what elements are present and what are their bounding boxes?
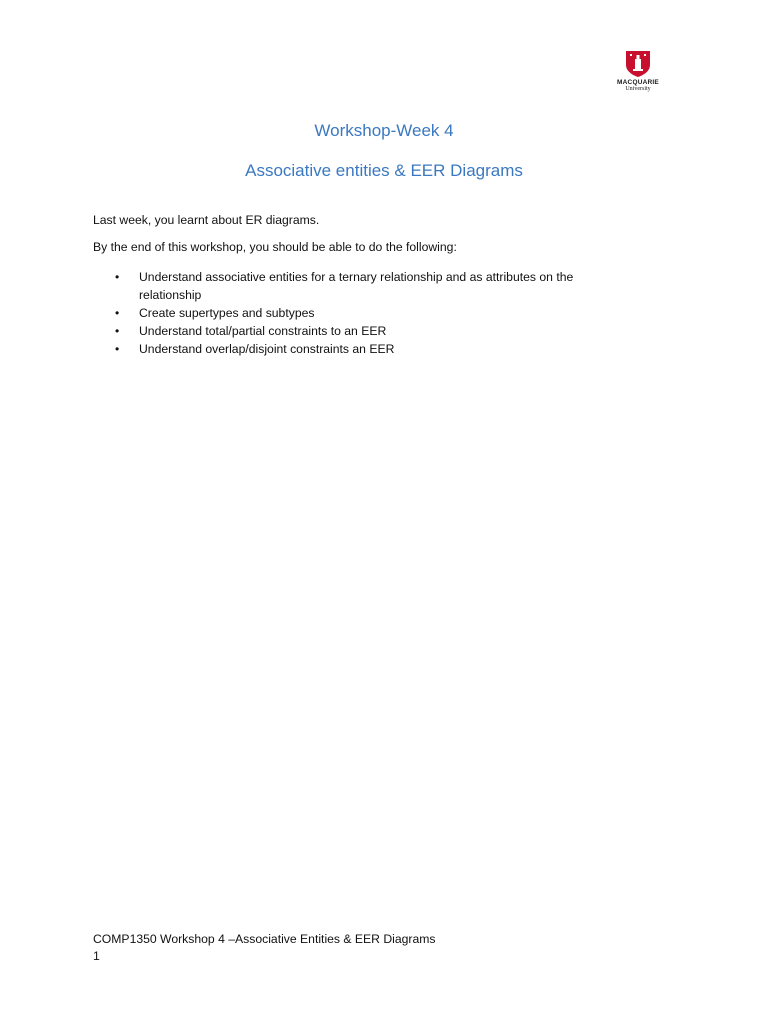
bullet-icon: •: [115, 306, 120, 320]
bullet-icon: •: [115, 342, 120, 356]
page-subtitle: Associative entities & EER Diagrams: [245, 161, 523, 180]
bullet-icon: •: [115, 270, 120, 284]
page-footer: [93, 931, 436, 965]
logo-subtitle: University: [625, 86, 651, 92]
list-item: [93, 304, 633, 322]
list-item: [93, 268, 633, 304]
bullet-icon: •: [115, 324, 120, 338]
list-item: [93, 340, 633, 358]
intro-paragraph: Last week, you learnt about ER diagrams.: [93, 213, 320, 227]
list-item-text: Understand overlap/disjoint constraints an EER: [139, 342, 395, 356]
shield-icon: [624, 50, 652, 78]
objectives-list: [93, 268, 633, 358]
lead-paragraph: By the end of this workshop, you should be able to do the following:: [93, 240, 457, 254]
list-item-text: Understand total/partial constraints to an EER: [139, 324, 387, 338]
logo-name: MACQUARIE: [617, 79, 659, 86]
page-number: 1: [93, 949, 100, 963]
page-title: Workshop-Week 4: [314, 121, 454, 140]
list-item: [93, 322, 633, 340]
list-item-text: Create supertypes and subtypes: [139, 306, 315, 320]
university-logo: [608, 50, 668, 98]
footer-course-line: COMP1350 Workshop 4 –Associative Entities & EER Diagrams: [93, 932, 436, 946]
list-item-text: Understand associative entities for a ternary relationship and as attributes on the relationship: [139, 270, 574, 302]
